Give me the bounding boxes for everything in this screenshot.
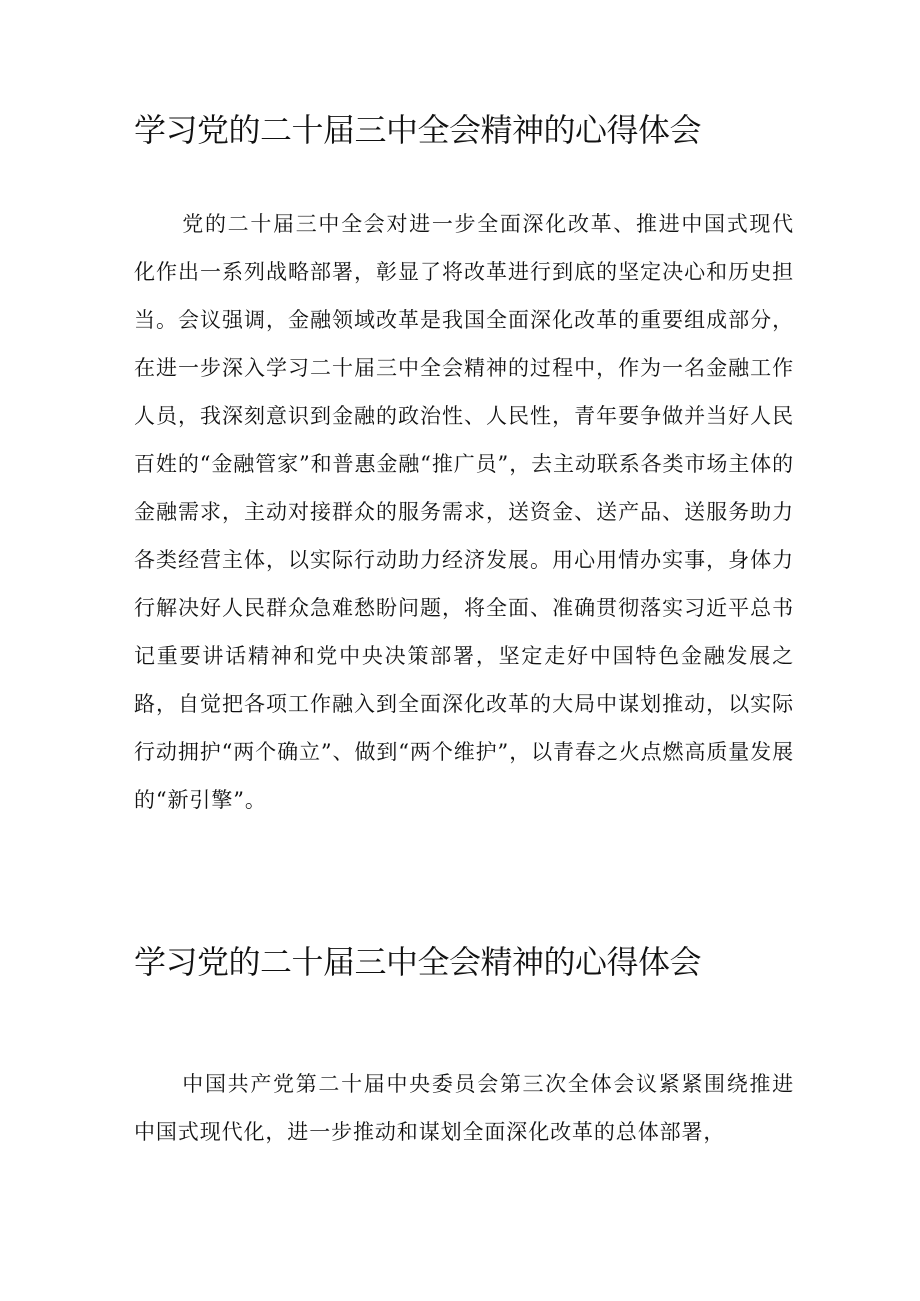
body-paragraph: 中国共产党第二十届中央委员会第三次全体会议紧紧围绕推进中国式现代化，进一步推动和谋划全面深化改革的总体部署， <box>134 1072 794 1144</box>
body-paragraph: 党的二十届三中全会对进一步全面深化改革、推进中国式现代化作出一系列战略部署，彰显了将改革进行到底的坚定决心和历史担当。会议强调，金融领域改革是我国全面深化改革的重要组成部分，在进一步深入学习二十届三中全会精神的过程中，作为一名金融工作人员，我深刻意识到金融的政治性、人民性，青年要争做并当好人民百姓的“金融管家”和普惠金融“推广员”，去主动联系各类市场主体的金融需求，主动对接群众的服务需求，送资金、送产品、送服务助力各类经营主体，以实际行动助力经济发展。用心用情办实事，身体力行解决好人民群众急难愁盼问题，将全面、准确贯彻落实习近平总书记重要讲话精神和党中央决策部署，坚定走好中国特色金融发展之路，自觉把各项工作融入到全面深化改革的大局中谋划推动，以实际行动拥护“两个确立”、做到“两个维护”，以青春之火点燃高质量发展的“新引擎”。 <box>134 212 794 812</box>
section-title: 学习党的二十届三中全会精神的心得体会 <box>134 111 702 149</box>
section-title: 学习党的二十届三中全会精神的心得体会 <box>134 943 702 981</box>
